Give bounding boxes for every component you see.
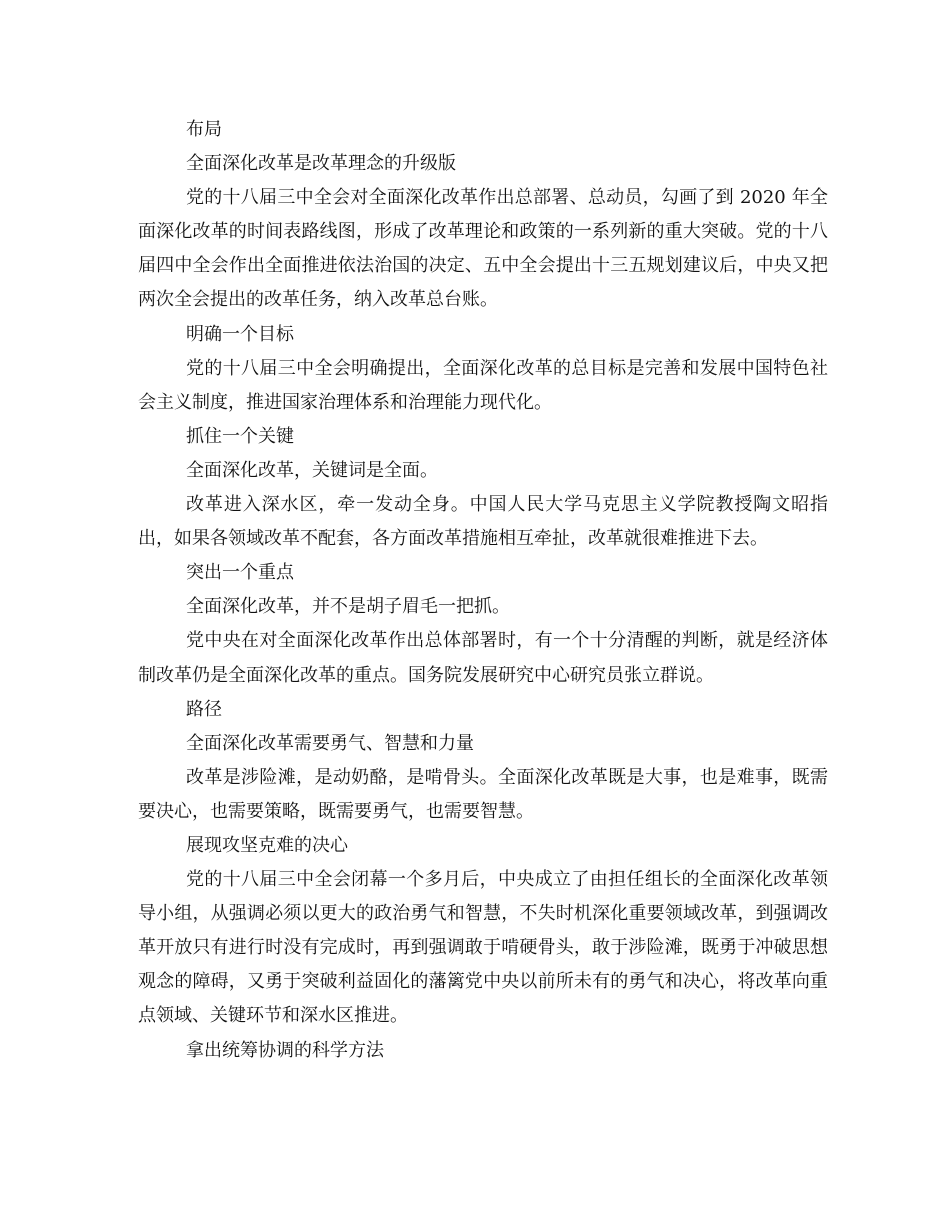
body-paragraph: 党的十八届三中全会对全面深化改革作出总部署、总动员，勾画了到 2020 年全面深化改革的时间表路线图，形成了改革理论和政策的一系列新的重大突破。党的十八届四中全会作出全面推进依法治国的决定、五中全会提出十三五规划建议后，中央又把两次全会提出的改革任务，纳入改革总台账。 (138, 187, 828, 311)
body-paragraph: 改革进入深水区，牵一发动全身。中国人民大学马克思主义学院教授陶文昭指出，如果各领域改革不配套，各方面改革措施相互牵扯，改革就很难推进下去。 (138, 494, 828, 550)
subheading-courage: 全面深化改革需要勇气、智慧和力量 (186, 732, 474, 754)
subheading-determination: 展现攻坚克难的决心 (186, 834, 348, 856)
body-paragraph: 党的十八届三中全会闭幕一个多月后，中央成立了由担任组长的全面深化改革领导小组，从强调必须以更大的政治勇气和智慧，不失时机深化重要领域改革，到强调改革开放只有进行时没有完成时，再到强调敢于啃硬骨头，敢于涉险滩，既勇于冲破思想观念的障碍，又勇于突破利益固化的藩篱党中央以前所未有的勇气和决心，将改革向重点领域、关键环节和深水区推进。 (138, 869, 828, 1027)
document-body (138, 113, 828, 1068)
body-paragraph: 党中央在对全面深化改革作出总体部署时，有一个十分清醒的判断，就是经济体制改革仍是全面深化改革的重点。国务院发展研究中心研究员张立群说。 (138, 630, 828, 686)
body-paragraph: 党的十八届三中全会明确提出，全面深化改革的总目标是完善和发展中国特色社会主义制度，推进国家治理体系和治理能力现代化。 (138, 357, 828, 413)
section-heading-layout: 布局 (186, 119, 222, 140)
section-heading-path: 路径 (186, 698, 222, 720)
subheading-method: 拿出统筹协调的科学方法 (186, 1039, 384, 1061)
body-paragraph: 改革是涉险滩，是动奶酪，是啃骨头。全面深化改革既是大事，也是难事，既需要决心，也需要策略，既需要勇气，也需要智慧。 (138, 766, 828, 822)
subheading-focus: 突出一个重点 (186, 562, 294, 584)
body-paragraph: 全面深化改革，关键词是全面。 (186, 459, 438, 481)
body-paragraph: 全面深化改革，并不是胡子眉毛一把抓。 (186, 596, 510, 618)
subheading-goal: 明确一个目标 (186, 323, 294, 345)
subheading-upgrade: 全面深化改革是改革理念的升级版 (186, 153, 456, 175)
subheading-key: 抓住一个关键 (186, 425, 294, 447)
